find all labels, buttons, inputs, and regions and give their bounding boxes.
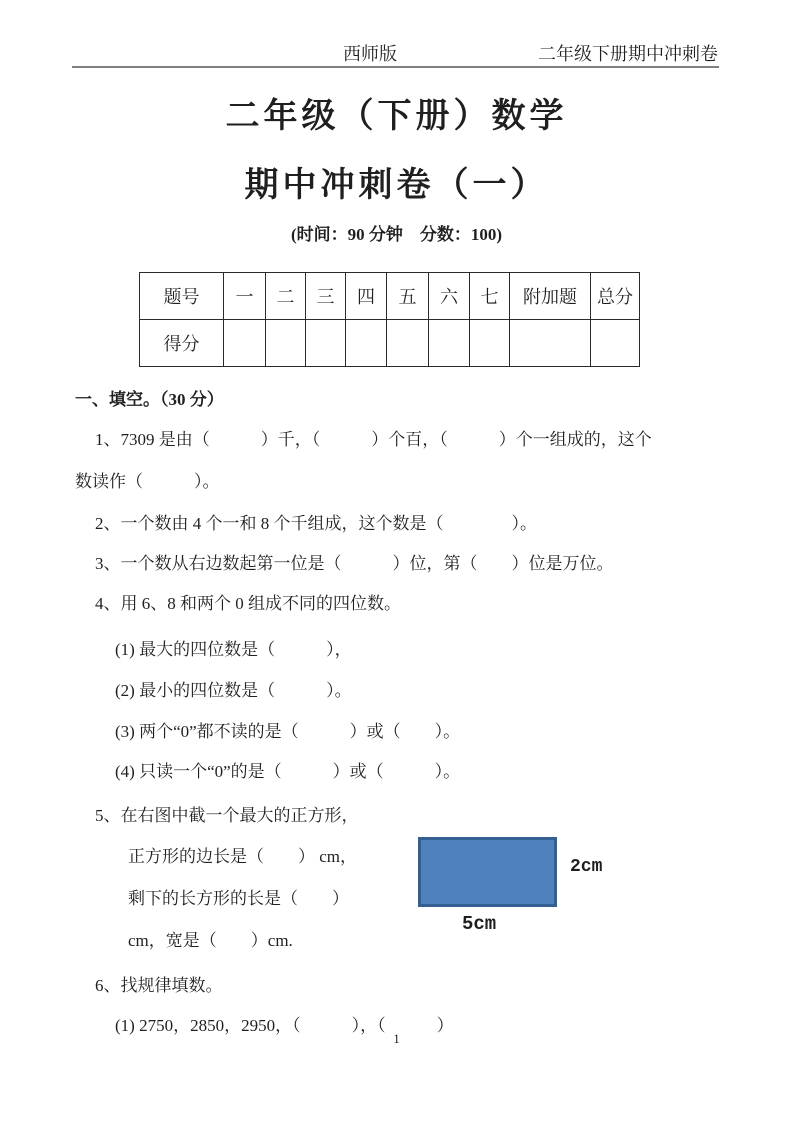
score-table-col-label: 题号 <box>140 273 224 320</box>
page-number: 1 <box>393 1031 400 1046</box>
question-2: 2、一个数由 4 个一和 8 个千组成，这个数是（ ）。 <box>95 514 537 533</box>
score-table-col-3: 三 <box>306 273 346 320</box>
score-table-col-5: 五 <box>387 273 429 320</box>
question-5-line1: 5、在右图中截一个最大的正方形， <box>95 806 359 825</box>
score-cell <box>510 320 591 367</box>
score-cell <box>306 320 346 367</box>
rectangle-figure <box>418 837 557 907</box>
score-cell <box>266 320 306 367</box>
question-5-line4: cm，宽是（ ）cm. <box>128 931 293 950</box>
score-row-label: 得分 <box>140 320 224 367</box>
question-1-line2: 数读作（ ）。 <box>75 472 220 491</box>
score-cell <box>224 320 266 367</box>
header-edition: 西师版 <box>343 44 397 64</box>
score-table-col-6: 六 <box>429 273 470 320</box>
question-4-sub2: (2) 最小的四位数是（ ）。 <box>115 681 352 700</box>
score-table-col-7: 七 <box>470 273 510 320</box>
question-5-line3: 剩下的长方形的长是（ ） <box>128 889 349 908</box>
question-1-line1: 1、7309 是由（ ）千，（ ）个百，（ ）个一组成的，这个 <box>95 430 652 449</box>
score-cell <box>387 320 429 367</box>
score-table-col-total: 总分 <box>591 273 640 320</box>
question-4-sub1: (1) 最大的四位数是（ ）， <box>115 640 352 659</box>
score-table-col-4: 四 <box>346 273 387 320</box>
header-booklet-title: 二年级下册期中冲刺卷 <box>538 44 718 64</box>
paper-title-line1: 二年级（下册）数学 <box>225 98 568 135</box>
score-table-col-1: 一 <box>224 273 266 320</box>
score-cell <box>346 320 387 367</box>
paper-title-line2: 期中冲刺卷（一） <box>244 167 549 204</box>
header-rule <box>72 66 719 68</box>
score-cell <box>470 320 510 367</box>
score-table-col-2: 二 <box>266 273 306 320</box>
rectangle-height-label: 2cm <box>570 857 603 877</box>
score-cell <box>429 320 470 367</box>
score-table-col-bonus: 附加题 <box>510 273 591 320</box>
score-table-score-row <box>140 320 640 367</box>
question-6-sub1: (1) 2750，2850，2950，（ ），（ ） <box>115 1016 454 1035</box>
time-score-meta: (时间：90 分钟 分数：100) <box>290 225 503 244</box>
section-1-heading: 一、填空。（30 分） <box>75 390 224 409</box>
question-6: 6、找规律填数。 <box>95 976 223 995</box>
score-cell <box>591 320 640 367</box>
rectangle-width-label: 5cm <box>462 913 497 935</box>
question-3: 3、一个数从右边数起第一位是（ ）位，第（ ）位是万位。 <box>95 554 614 573</box>
score-table <box>139 272 640 367</box>
question-4-sub3: (3) 两个“0”都不读的是（ ）或（ ）。 <box>115 722 461 741</box>
question-4: 4、用 6、8 和两个 0 组成不同的四位数。 <box>95 594 401 613</box>
score-table-header-row <box>140 273 640 320</box>
question-5-line2: 正方形的边长是（ ） cm， <box>128 847 358 866</box>
question-4-sub4: (4) 只读一个“0”的是（ ）或（ ）。 <box>115 762 461 781</box>
